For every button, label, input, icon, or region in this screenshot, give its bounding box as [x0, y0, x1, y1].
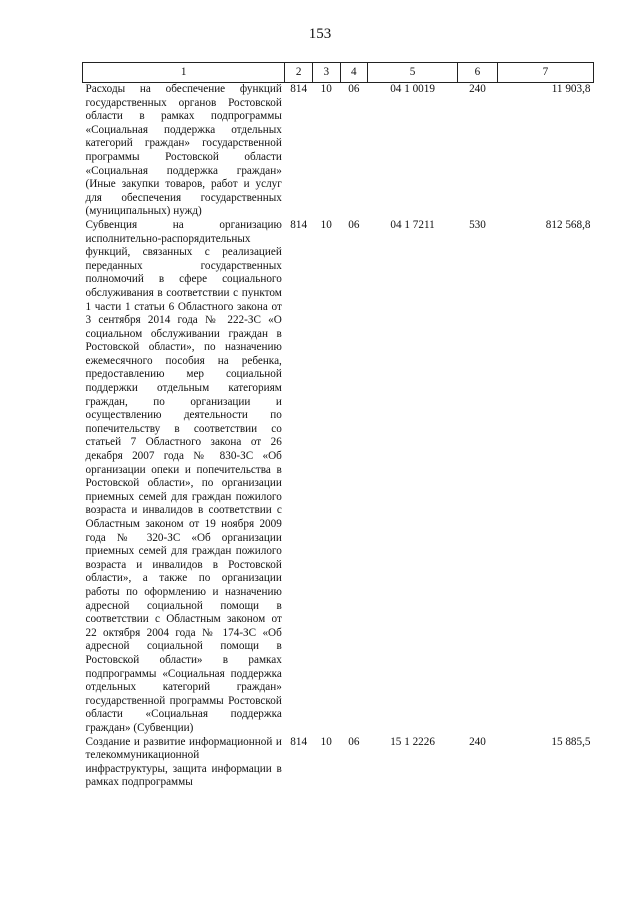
row-section: 10 — [320, 735, 332, 748]
row-target-article: 04 1 0019 — [390, 83, 435, 95]
row-ministry: 814 — [290, 735, 308, 748]
row-section: 10 — [320, 218, 332, 231]
row-expense-type: 530 — [469, 218, 486, 231]
row-expense-type: 240 — [469, 735, 486, 748]
table-row — [83, 219, 594, 736]
row-name: Создание и развитие информационной и телекоммуникационной инфраструктуры, защита информации в рамках подпрограммы — [85, 735, 282, 789]
row-amount: 15 885,5 — [551, 735, 591, 748]
row-ministry: 814 — [290, 218, 308, 231]
row-expense-type: 240 — [469, 83, 486, 95]
row-target-article: 15 1 2226 — [390, 735, 435, 748]
header-col-5: 5 — [368, 63, 458, 83]
table-row — [83, 736, 594, 790]
row-amount: 812 568,8 — [545, 218, 591, 231]
header-col-2: 2 — [285, 63, 313, 83]
header-col-6: 6 — [458, 63, 498, 83]
table-row — [83, 83, 594, 219]
row-target-article: 04 1 7211 — [390, 218, 435, 231]
row-subsection: 06 — [348, 735, 360, 748]
budget-table — [82, 62, 594, 790]
row-section: 10 — [320, 83, 332, 95]
header-col-4: 4 — [340, 63, 368, 83]
row-name: Субвенция на организацию исполнительно-распорядительных функций, связанных с реализацией переданных государственных полномочий в сфере социального обслуживания в соответствии с пунктом 1 части 1 статьи 6 Областного закона от 3 сентября 2014 года № 222-ЗС «О социальном обслуживании граждан в Ростовской области», по назначению ежемесячного пособия на ребенка, предоставлению мер социальной поддержки отдельным категориям граждан, по организации и осуществлению деятельности по попечительству в соответствии со статьей 7 Областного закона от 26 декабря 2007 года № 830-ЗС «Об организации опеки и попечительства в Ростовской области», по организации приемных семей для граждан пожилого возраста и инвалидов в соответствии с Областным законом от 19 ноября 2009 года № 320-ЗС «Об организации приемных семей для граждан пожилого возраста и инвалидов в Ростовской области», а также по организации работы по оформлению и назначению адресной социальной помощи в соответствии с Областным законом от 22 октября 2004 года № 174-ЗС «Об адресной социальной помощи в Ростовской области» в рамках подпрограммы «Социальная поддержка отдельных категорий граждан» государственной программы Ростовской области «Социальная поддержка граждан» (Субвенции) — [85, 218, 282, 734]
row-ministry: 814 — [290, 83, 308, 95]
header-col-7: 7 — [497, 63, 593, 83]
row-subsection: 06 — [348, 83, 360, 95]
row-subsection: 06 — [348, 218, 360, 231]
header-col-1: 1 — [83, 63, 285, 83]
row-name: Расходы на обеспечение функций государственных органов Ростовской области в рамках подпрограммы «Социальная поддержка отдельных категорий граждан» государственной программы Ростовской области «Социальная поддержка граждан» (Иные закупки товаров, работ и услуг для обеспечения государственных (муниципальных) нужд) — [85, 83, 282, 218]
row-amount: 11 903,8 — [551, 83, 591, 95]
page-number: 153 — [308, 26, 332, 42]
header-col-3: 3 — [312, 63, 340, 83]
table-header-row — [83, 63, 594, 83]
